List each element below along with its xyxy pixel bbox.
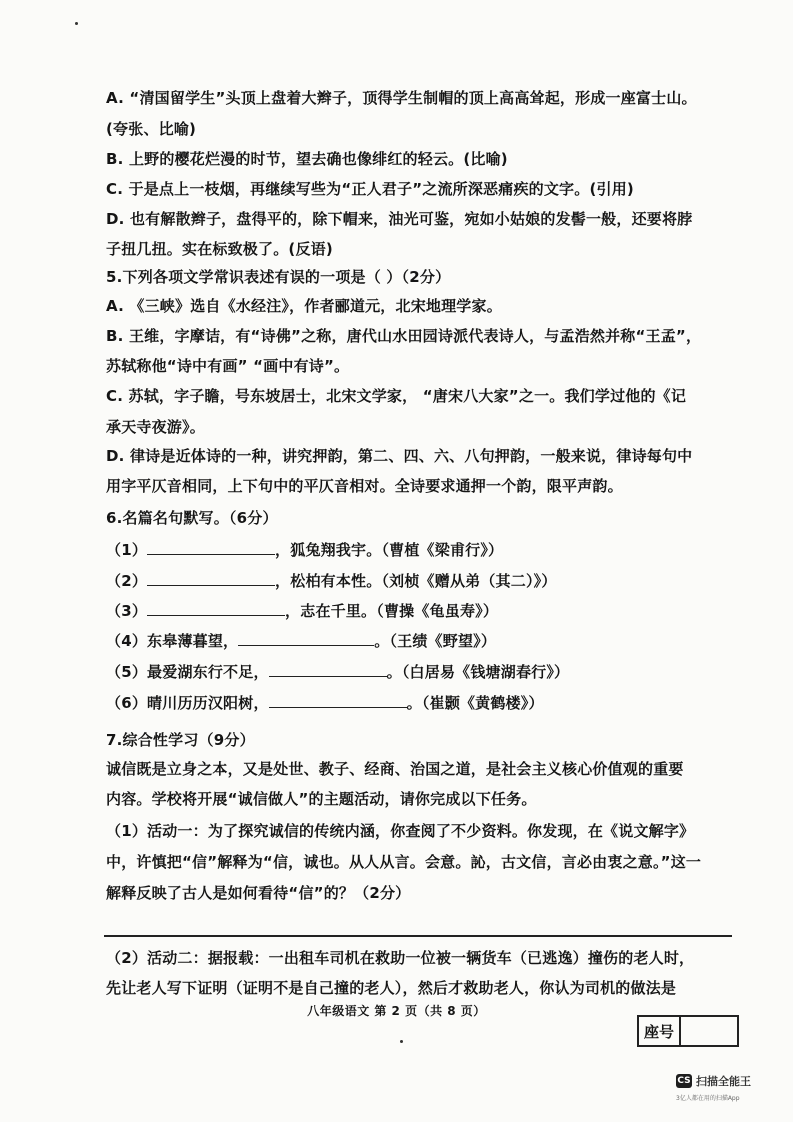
q4-option-d-line1: D. 也有解散辫子，盘得平的，除下帽来，油光可鉴，宛如小姑娘的发髻一般，还要将脖 — [106, 210, 693, 228]
q6-item-number: （5） — [106, 663, 148, 681]
q5-option-b-line1: B. 王维，字摩诘，有“诗佛”之称，唐代山水田园诗派代表诗人，与孟浩然并称“王孟”， — [106, 327, 702, 345]
q7-activity2-line2: 先让老人写下证明（证明不是自己撞的老人），然后才救助老人，你认为司机的做法是 — [106, 979, 677, 997]
q5-option-b-line2: 苏轼称他“诗中有画” “画中有诗”。 — [106, 357, 350, 375]
q6-title: 6.名篇名句默写。（6分） — [106, 509, 278, 527]
answer-line[interactable] — [104, 935, 732, 937]
answer-blank[interactable] — [269, 692, 407, 708]
q6-item-5 — [106, 661, 569, 682]
q6-item-suffix: ，狐兔翔我宇。（曹植《梁甫行》） — [275, 541, 504, 559]
q6-item-2 — [106, 570, 557, 591]
answer-blank[interactable] — [238, 630, 374, 646]
seat-number-label: 座号 — [639, 1017, 681, 1045]
q7-activity1-line1: （1）活动一：为了探究诚信的传统内涵，你查阅了不少资料。你发现，在《说文解字》 — [106, 822, 695, 840]
answer-blank[interactable] — [147, 539, 275, 555]
q4-option-c: C. 于是点上一枝烟，再继续写些为“正人君子”之流所深恶痛疾的文字。(引用) — [106, 180, 634, 198]
camscanner-logo-icon: CS — [677, 1076, 691, 1086]
q6-item-suffix: 。（王绩《野望》） — [374, 632, 497, 650]
scan-dot — [75, 22, 78, 25]
q6-item-prefix: 晴川历历汉阳树， — [147, 694, 269, 712]
seat-number-field[interactable] — [681, 1017, 737, 1045]
q5-option-d-line1: D. 律诗是近体诗的一种，讲究押韵，第二、四、六、八句押韵，一般来说，律诗每句中 — [106, 447, 693, 465]
q7-activity1-line2: 中，许慎把“信”解释为“信，诚也。从人从言。会意。訫，古文信，言必由衷之意。”这一 — [106, 853, 702, 871]
page-footer: 八年级语文 第 2 页（共 8 页） — [307, 1004, 486, 1018]
q6-item-suffix: 。（白居易《钱塘湖春行》） — [386, 663, 570, 681]
q6-item-number: （2） — [106, 572, 148, 590]
q7-activity2-line1: （2）活动二：据报载：一出租车司机在救助一位被一辆货车（已逃逸）撞伤的老人时， — [106, 949, 695, 967]
q6-item-1 — [106, 539, 503, 560]
watermark-subtitle: 3亿人都在用的扫描App — [676, 1095, 740, 1102]
q5-option-d-line2: 用字平仄音相同，上下句中的平仄音相对。全诗要求通押一个韵，限平声韵。 — [106, 477, 623, 495]
q6-item-4 — [106, 630, 496, 651]
q6-item-6 — [106, 692, 544, 713]
q4-option-a-line1: A. “清国留学生”头顶上盘着大辫子，顶得学生制帽的顶上高高耸起，形成一座富士山。 — [106, 89, 697, 107]
q6-item-number: （3） — [106, 602, 148, 620]
q5-option-c-line2: 承天寺夜游》。 — [106, 418, 205, 436]
q6-item-suffix: ，松柏有本性。（刘桢《赠从弟（其二）》） — [275, 572, 557, 590]
q5-option-c-line1: C. 苏轼，字子瞻，号东坡居士，北宋文学家， “唐宋八大家”之一。我们学过他的《记 — [106, 387, 687, 405]
answer-blank[interactable] — [147, 570, 275, 586]
q6-item-suffix: 。（崔颢《黄鹤楼》） — [406, 694, 544, 712]
answer-blank[interactable] — [269, 661, 387, 677]
q5-stem: 5.下列各项文学常识表述有误的一项是（ ）（2分） — [106, 268, 451, 286]
q4-option-d-line2: 子扭几扭。实在标致极了。(反语) — [106, 240, 333, 258]
q6-item-number: （1） — [106, 541, 148, 559]
q6-item-3 — [106, 600, 498, 621]
q6-item-prefix: 最爱湖东行不足， — [147, 663, 269, 681]
q7-activity1-line3: 解释反映了古人是如何看待“信”的？（2分） — [106, 884, 411, 902]
seat-number-box — [637, 1015, 739, 1047]
q6-item-number: （6） — [106, 694, 148, 712]
q5-option-a: A. 《三峡》选自《水经注》，作者郦道元，北宋地理学家。 — [106, 297, 502, 315]
q7-intro-line2: 内容。学校将开展“诚信做人”的主题活动，请你完成以下任务。 — [106, 790, 537, 808]
q7-title: 7.综合性学习（9分） — [106, 731, 255, 749]
watermark-title: 扫描全能王 — [696, 1075, 751, 1088]
scanner-watermark — [676, 1073, 751, 1089]
q7-intro-line1: 诚信既是立身之本，又是处世、教子、经商、治国之道，是社会主义核心价值观的重要 — [106, 760, 684, 778]
q6-item-suffix: ，志在千里。（曹操《龟虽寿》） — [285, 602, 499, 620]
q4-option-b: B. 上野的樱花烂漫的时节，望去确也像绯红的轻云。(比喻) — [106, 150, 508, 168]
q4-option-a-line2: (夸张、比喻) — [106, 120, 197, 138]
q6-item-number: （4） — [106, 632, 148, 650]
q6-item-prefix: 东皋薄暮望， — [147, 632, 239, 650]
answer-blank[interactable] — [147, 600, 285, 616]
scan-dot — [400, 1040, 403, 1043]
